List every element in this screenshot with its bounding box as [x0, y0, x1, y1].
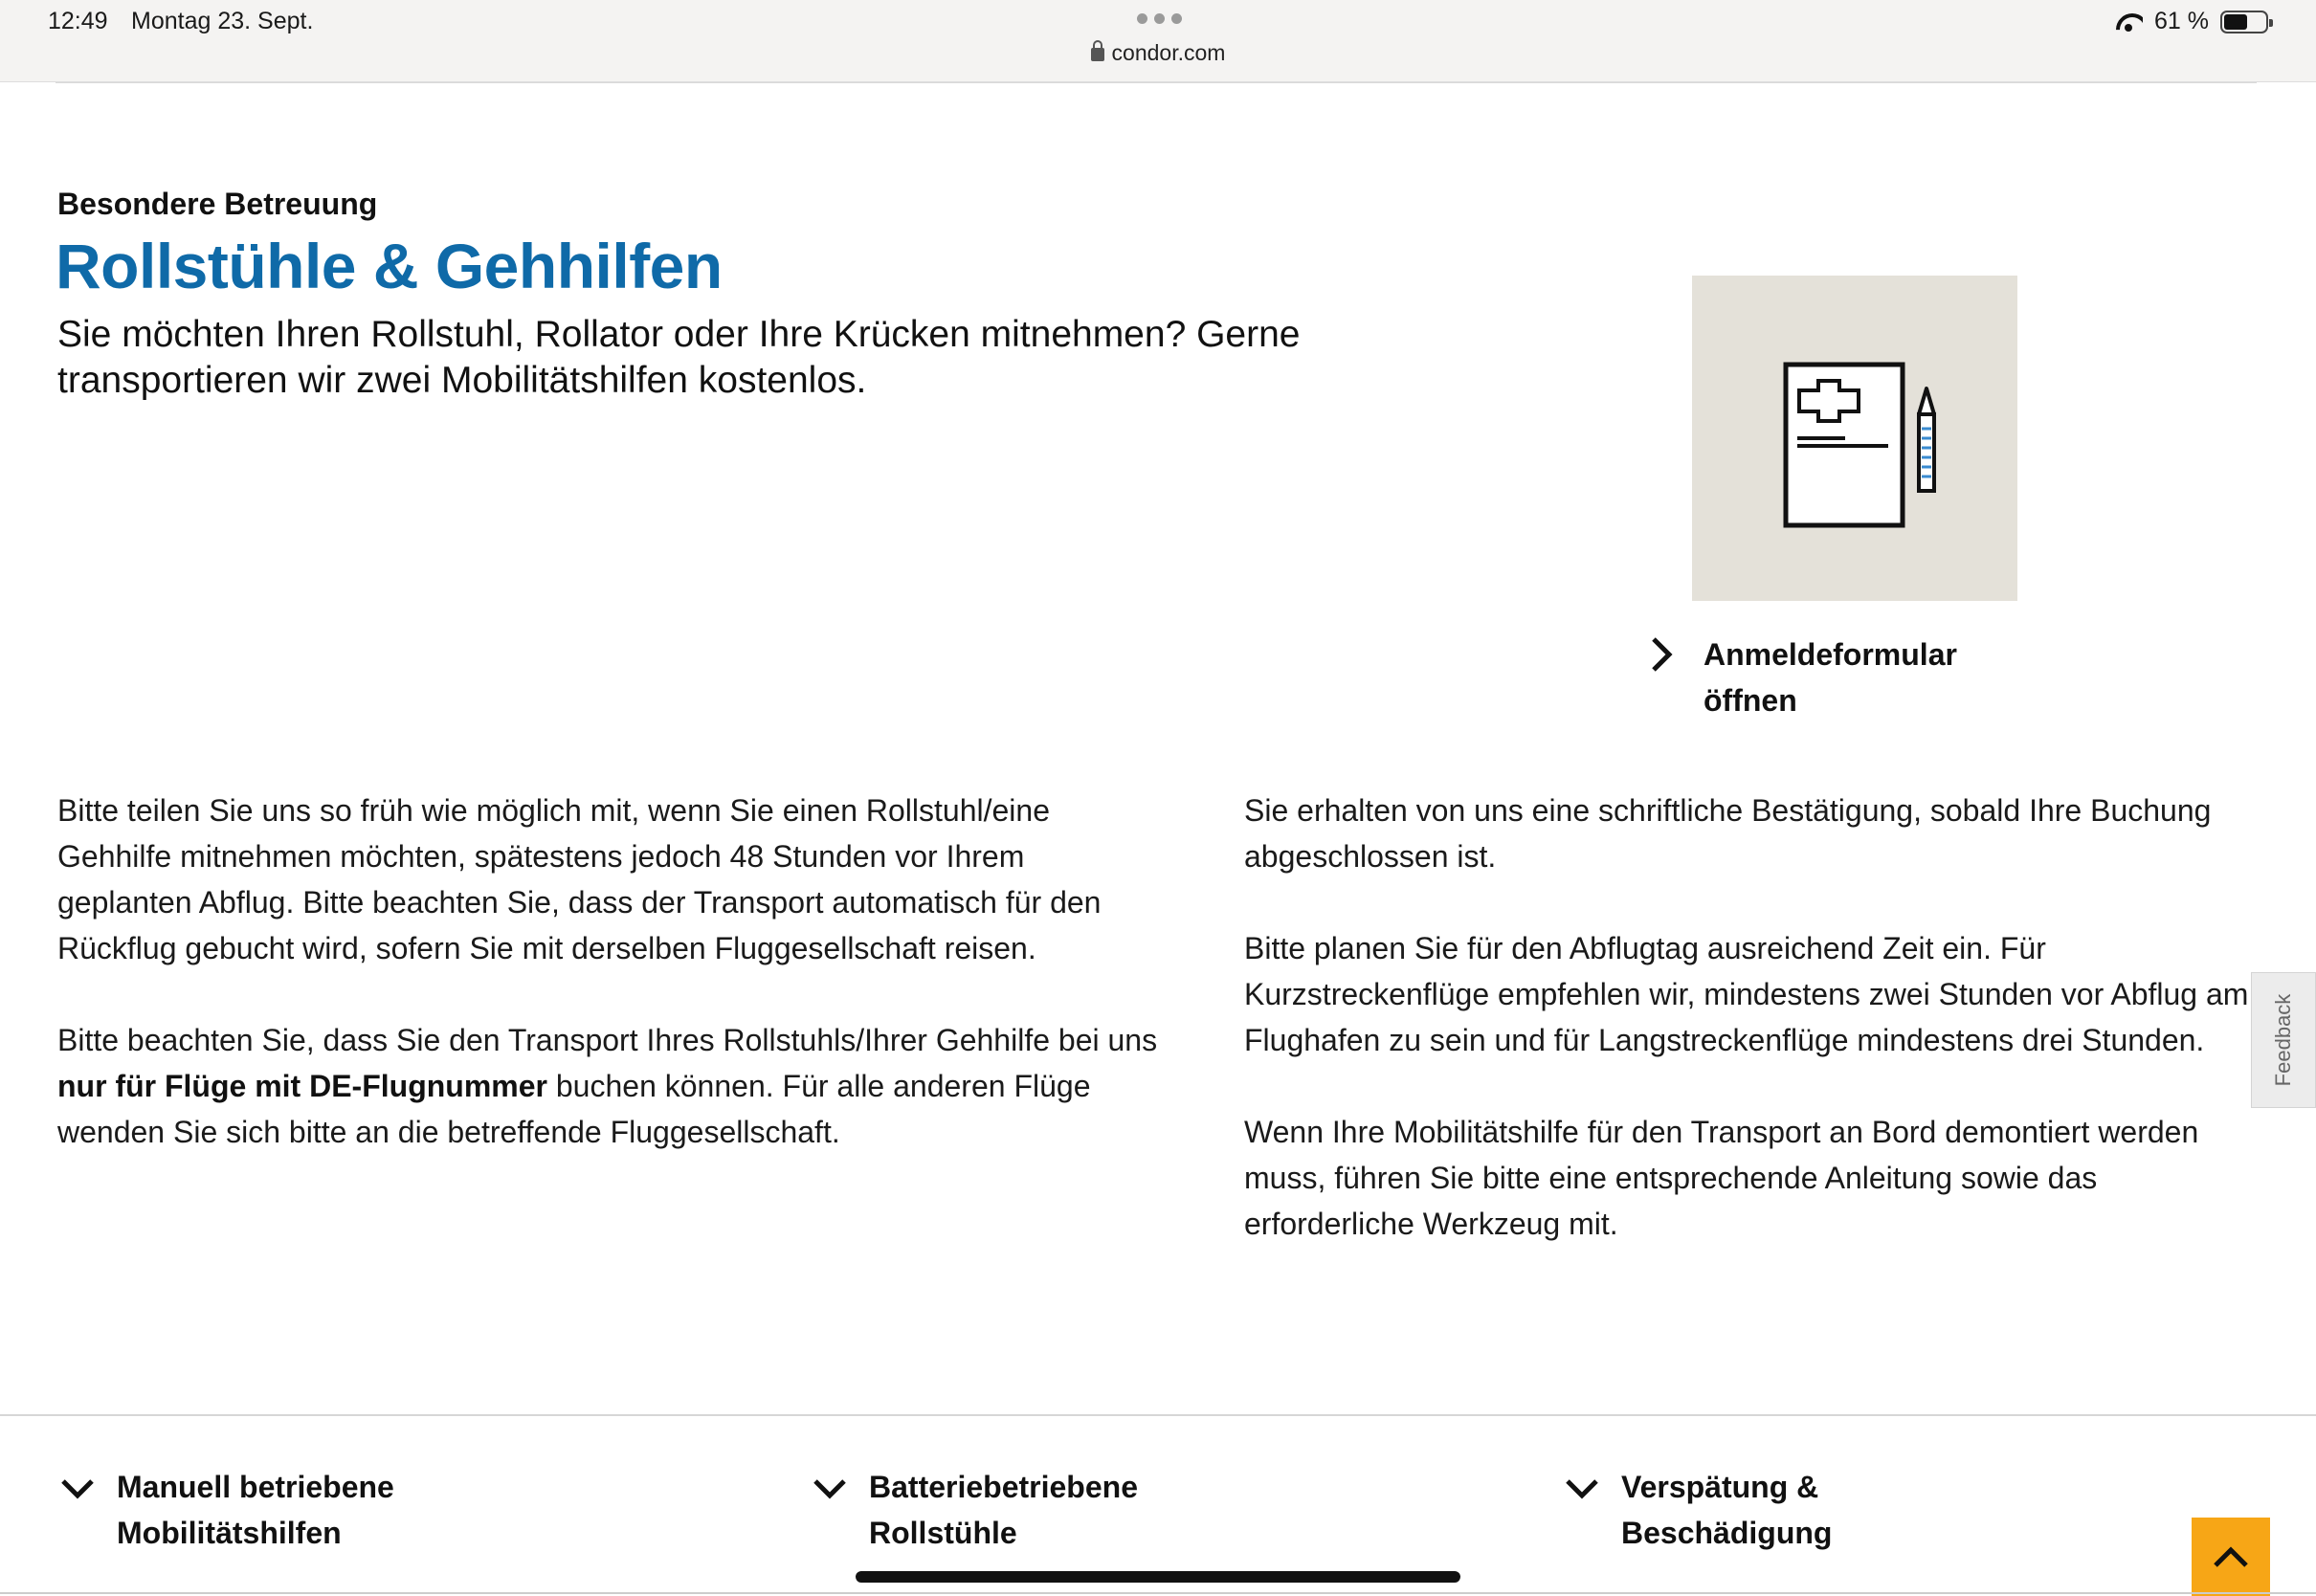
system-indicators [2114, 8, 2268, 35]
chevron-up-icon [2212, 1541, 2250, 1573]
chevron-down-icon [812, 1475, 848, 1502]
accordion-label [117, 1464, 394, 1556]
scroll-to-top-button[interactable] [2192, 1518, 2270, 1596]
info-column-right [1244, 787, 2259, 1293]
paragraph-text: Bitte beachten Sie, dass Sie den Transport Ihres Rollstuhls/Ihrer Gehhilfe bei uns [57, 1023, 1158, 1057]
accordion-label [1621, 1464, 1832, 1556]
paragraph: Bitte teilen Sie uns so früh wie möglich mit, wenn Sie einen Rollstuhl/eine Gehhilfe mitnehmen möchten, spätestens jedoch 48 Stunden vor Ihrem geplanten Abflug. Bitte beachten Sie, dass der Transport automatisch für den Rückflug gebucht wird, sofern Sie mit derselben Fluggesellschaft reisen. [57, 793, 1102, 965]
battery-icon [2220, 11, 2268, 33]
paragraph: Sie erhalten von uns eine schriftliche Bestätigung, sobald Ihre Buchung abgeschlossen ist. [1244, 793, 2212, 874]
emphasis-text: nur für Flüge mit DE-Flugnummer [57, 1069, 547, 1103]
paragraph: Wenn Ihre Mobilitätshilfe für den Transport an Bord demontiert werden muss, führen Sie bitte eine entsprechende Anleitung sowie das erforderliche Werkzeug mit. [1244, 1115, 2199, 1241]
divider [0, 1592, 2316, 1594]
accordion-battery-wheelchairs[interactable] [812, 1464, 1138, 1556]
accordion-label-line: Beschädigung [1621, 1516, 1833, 1550]
battery-percent: 61 % [2154, 8, 2209, 34]
lock-icon [1091, 48, 1104, 61]
lead-text: Sie möchten Ihren Rollstuhl, Rollator oder Ihre Krücken mitnehmen? Gerne transportieren wir zwei Mobilitätshilfen kostenlos. [57, 314, 1301, 401]
accordion-label-line: Manuell betriebene [117, 1470, 394, 1504]
accordion-label-line: Rollstühle [869, 1516, 1017, 1550]
accordion-manual-mobility-aids[interactable] [59, 1464, 394, 1556]
feedback-label: Feedback [2271, 993, 2295, 1087]
url-text: condor.com [1111, 40, 1226, 65]
open-form-link[interactable] [1646, 632, 1991, 723]
date: Montag 23. Sept. [131, 8, 314, 34]
paragraph [57, 1017, 1158, 1155]
accordion-label-line: Verspätung & [1621, 1470, 1819, 1504]
more-dots-icon[interactable] [1137, 13, 1182, 24]
divider [0, 1414, 2316, 1416]
divider [56, 82, 2257, 83]
paragraph: Bitte planen Sie für den Abflugtag ausreichend Zeit ein. Für Kurzstreckenflüge empfehlen wir, mindestens zwei Stunden vor Abflug am Flughafen zu sein und für Langstreckenflüge mindestens drei Stunden. [1244, 931, 2249, 1057]
address-bar[interactable] [0, 40, 2316, 66]
accordion-label [869, 1464, 1138, 1556]
wifi-icon [2114, 11, 2143, 33]
accordion-label-line: Batteriebetriebene [869, 1470, 1138, 1504]
section-eyebrow: Besondere Betreuung [57, 187, 378, 221]
home-indicator [856, 1571, 1460, 1583]
medical-form-pencil-icon [1692, 276, 2017, 601]
paragraph-text: buchen können. Für alle anderen Flüge wenden Sie sich bitte an die betreffende Fluggesellschaft. [57, 1069, 1091, 1149]
clock: 12:49 [48, 8, 108, 34]
chevron-down-icon [59, 1475, 96, 1502]
chevron-down-icon [1564, 1475, 1600, 1502]
chevron-right-icon [1646, 635, 1677, 674]
page-title: Rollstühle & Gehhilfen [56, 231, 723, 301]
accordion-delay-damage[interactable] [1564, 1464, 1832, 1556]
medical-form-illustration [1692, 276, 2017, 601]
feedback-tab[interactable] [2251, 972, 2316, 1108]
open-form-label: Anmeldeformular öffnen [1704, 637, 1957, 718]
accordion-label-line: Mobilitätshilfen [117, 1516, 342, 1550]
browser-status-bar [0, 0, 2316, 82]
info-column-left [57, 787, 1158, 1201]
